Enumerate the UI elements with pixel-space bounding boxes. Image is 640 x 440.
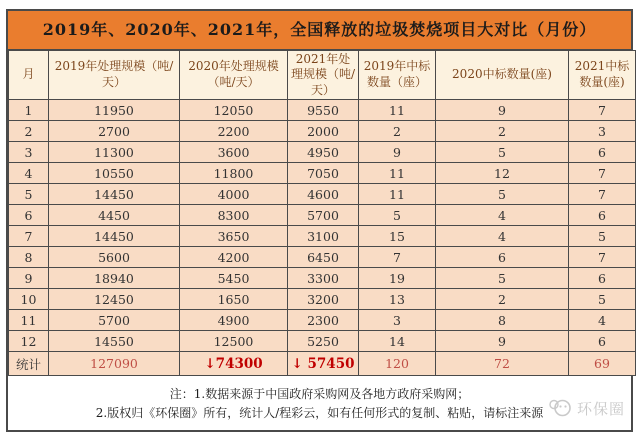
table-cell: 11 [359,163,436,184]
table-cell: 14 [359,331,436,352]
table-cell: 11 [9,310,49,331]
table-cell: 4 [436,226,569,247]
table-title: 2019年、2020年、2021年，全国释放的垃圾焚烧项目大对比（月份） [8,11,631,50]
table-body [9,100,636,376]
table-row [9,121,636,142]
table-cell: 9 [359,142,436,163]
table-row [9,205,636,226]
table-cell: 12 [436,163,569,184]
summary-value: ↓ 57450 [288,352,359,376]
summary-value: 72 [436,352,569,376]
table-cell: 5 [436,142,569,163]
table-cell: 7 [569,184,636,205]
table-cell: 6 [569,331,636,352]
table-cell: 3200 [288,289,359,310]
table-cell: 9550 [288,100,359,121]
table-cell: 11300 [49,142,180,163]
table-cell: 14550 [49,331,180,352]
table-cell: 3 [359,310,436,331]
table-cell: 5 [359,205,436,226]
table-cell: 2 [436,121,569,142]
column-header: 2019年处理规模（吨/天） [49,51,180,100]
table-cell: 6 [569,268,636,289]
column-header: 2021年处理规模（吨/天） [288,51,359,100]
table-cell: 2000 [288,121,359,142]
table-cell: 12500 [180,331,288,352]
table-cell: 4900 [180,310,288,331]
table-cell: 13 [359,289,436,310]
table-cell: 4200 [180,247,288,268]
table-cell: 9 [436,100,569,121]
table-cell: 4450 [49,205,180,226]
table-row [9,184,636,205]
table-cell: 4600 [288,184,359,205]
table-cell: 9 [9,268,49,289]
table-cell: 2 [9,121,49,142]
table-cell: 3 [569,121,636,142]
table-row [9,310,636,331]
table-cell: 5 [569,289,636,310]
table-cell: 5 [9,184,49,205]
table-cell: 10550 [49,163,180,184]
table-cell: 7 [359,247,436,268]
brand-logo [547,396,625,420]
column-header: 2019年中标数量（座） [359,51,436,100]
table-cell: 5 [436,184,569,205]
table-cell: 3650 [180,226,288,247]
notes-block [8,376,631,423]
huanbaoquan-logo-icon [547,396,573,420]
table-cell: 4000 [180,184,288,205]
table-cell: 18940 [49,268,180,289]
table-cell: 10 [9,289,49,310]
table-cell: 2 [359,121,436,142]
column-header: 2021中标数量(座) [569,51,636,100]
table-cell: 7 [569,100,636,121]
table-cell: 5450 [180,268,288,289]
note-line-2: 2.版权归《环保圈》所有，统计人/程彩云，如有任何形式的复制、粘贴，请标注来源 [95,406,544,420]
summary-label: 统计 [9,352,49,376]
table-cell: 8 [436,310,569,331]
table-cell: 9 [436,331,569,352]
table-cell: 4950 [288,142,359,163]
table-cell: 1 [9,100,49,121]
table-row [9,247,636,268]
table-cell: 12050 [180,100,288,121]
summary-row [9,352,636,376]
table-cell: 11950 [49,100,180,121]
table-cell: 11 [359,184,436,205]
table-row [9,268,636,289]
table-row [9,100,636,121]
table-row [9,289,636,310]
summary-value: 120 [359,352,436,376]
table-row [9,331,636,352]
table-cell: 7 [9,226,49,247]
table-row [9,226,636,247]
table-cell: 8 [9,247,49,268]
brand-logo-text: 环保圈 [576,399,625,418]
table-cell: 14450 [49,226,180,247]
table-cell: 5600 [49,247,180,268]
summary-value: 69 [569,352,636,376]
table-cell: 4 [9,163,49,184]
data-table [8,50,636,376]
summary-value: 127090 [49,352,180,376]
table-cell: 19 [359,268,436,289]
table-cell: 15 [359,226,436,247]
table-cell: 7 [569,163,636,184]
table-cell: 6 [9,205,49,226]
table-cell: 8300 [180,205,288,226]
header-row [9,51,636,100]
table-cell: 3300 [288,268,359,289]
table-cell: 2300 [288,310,359,331]
table-cell: 11800 [180,163,288,184]
table-cell: 6 [436,247,569,268]
table-cell: 3 [9,142,49,163]
column-header: 2020中标数量(座) [436,51,569,100]
table-cell: 1650 [180,289,288,310]
table-cell: 2700 [49,121,180,142]
table-cell: 6450 [288,247,359,268]
table-row [9,142,636,163]
table-header [9,51,636,100]
table-cell: 2 [436,289,569,310]
table-cell: 4 [436,205,569,226]
table-cell: 12 [9,331,49,352]
table-cell: 7 [569,247,636,268]
summary-value: ↓74300 [180,352,288,376]
table-cell: 4 [569,310,636,331]
note-line-1: 注：1.数据来源于中国政府采购网及各地方政府采购网； [169,387,470,401]
table-cell: 2200 [180,121,288,142]
comparison-table-card [6,9,633,432]
column-header: 2020年处理规模（吨/天） [180,51,288,100]
table-cell: 14450 [49,184,180,205]
table-cell: 5 [569,226,636,247]
column-header: 月 [9,51,49,100]
table-row [9,163,636,184]
table-cell: 5 [436,268,569,289]
table-cell: 3600 [180,142,288,163]
table-cell: 5700 [288,205,359,226]
table-cell: 5700 [49,310,180,331]
table-cell: 6 [569,142,636,163]
table-cell: 11 [359,100,436,121]
table-cell: 6 [569,205,636,226]
table-cell: 5250 [288,331,359,352]
table-cell: 12450 [49,289,180,310]
table-cell: 7050 [288,163,359,184]
table-cell: 3100 [288,226,359,247]
